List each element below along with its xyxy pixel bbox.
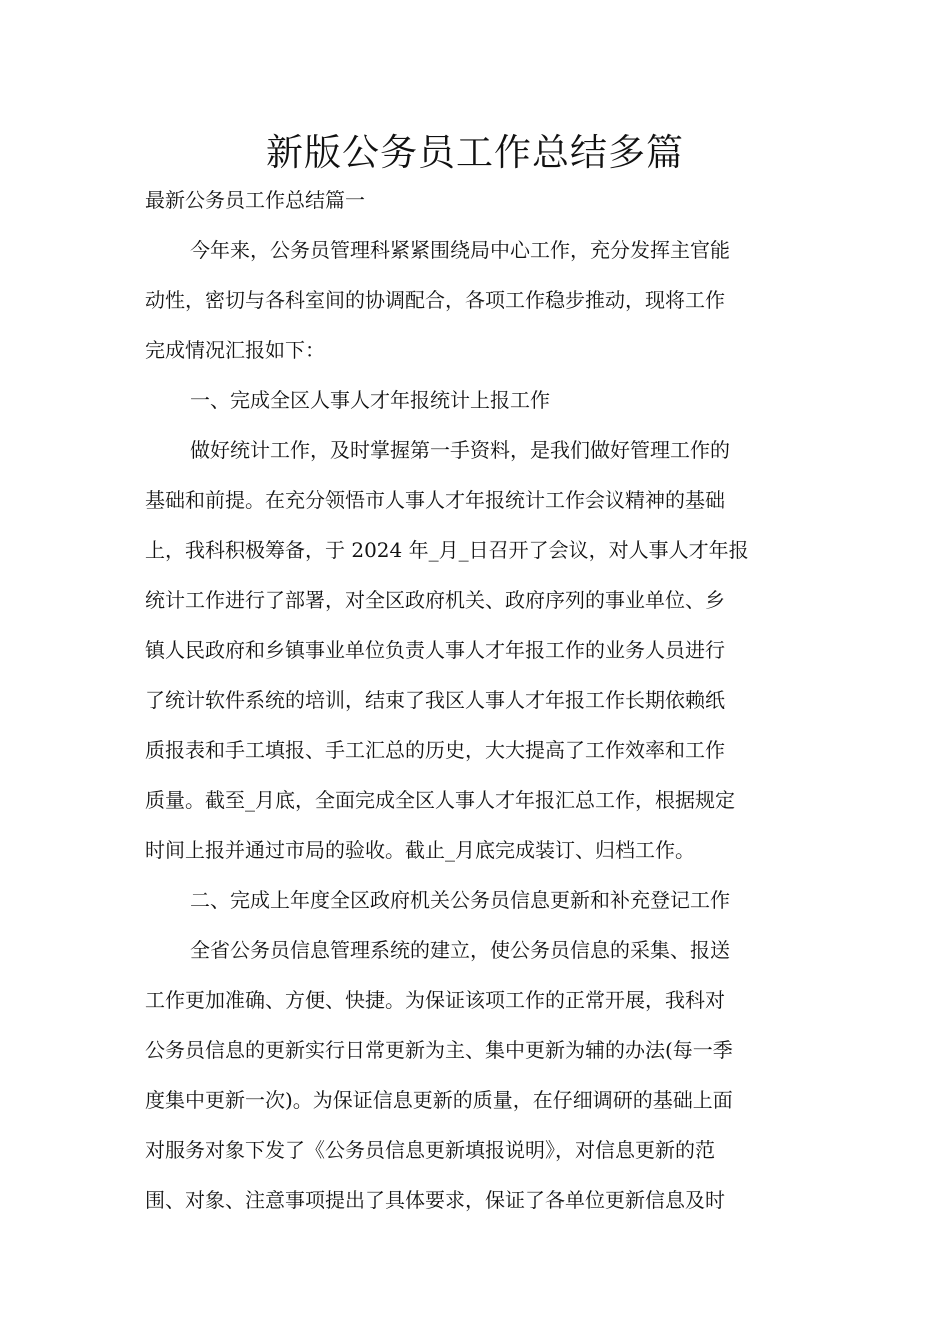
section-heading: 最新公务员工作总结篇一 xyxy=(145,188,365,212)
paragraph-line: 了统计软件系统的培训，结束了我区人事人才年报工作长期依赖纸 xyxy=(145,688,725,712)
paragraph-line: 基础和前提。在充分领悟市人事人才年报统计工作会议精神的基础 xyxy=(145,488,725,512)
section-heading: 一、完成全区人事人才年报统计上报工作 xyxy=(190,388,550,412)
paragraph-line: 工作更加准确、方便、快捷。为保证该项工作的正常开展，我科对 xyxy=(145,988,725,1012)
paragraph-line: 围、对象、注意事项提出了具体要求，保证了各单位更新信息及时 xyxy=(145,1188,725,1212)
paragraph-line: 公务员信息的更新实行日常更新为主、集中更新为辅的办法(每一季 xyxy=(145,1038,733,1062)
paragraph-line: 镇人民政府和乡镇事业单位负责人事人才年报工作的业务人员进行 xyxy=(145,638,725,662)
paragraph-line: 动性，密切与各科室间的协调配合，各项工作稳步推动，现将工作 xyxy=(145,288,725,312)
section-heading: 二、完成上年度全区政府机关公务员信息更新和补充登记工作 xyxy=(190,888,730,912)
document-title: 新版公务员工作总结多篇 xyxy=(266,131,684,174)
paragraph-line: 度集中更新一次)。为保证信息更新的质量，在仔细调研的基础上面 xyxy=(145,1088,733,1112)
paragraph-line: 质量。截至_月底，全面完成全区人事人才年报汇总工作，根据规定 xyxy=(145,788,735,812)
paragraph-line: 今年来，公务员管理科紧紧围绕局中心工作，充分发挥主官能 xyxy=(190,238,730,262)
paragraph-line: 全省公务员信息管理系统的建立，使公务员信息的采集、报送 xyxy=(190,938,730,962)
paragraph-line: 完成情况汇报如下： xyxy=(145,338,325,362)
paragraph-line: 对服务对象下发了《公务员信息更新填报说明》，对信息更新的范 xyxy=(145,1138,715,1162)
paragraph-line: 上，我科积极筹备，于 2024 年_月_日召开了会议，对人事人才年报 xyxy=(145,538,749,562)
paragraph-line: 质报表和手工填报、手工汇总的历史，大大提高了工作效率和工作 xyxy=(145,738,725,762)
paragraph-line: 统计工作进行了部署，对全区政府机关、政府序列的事业单位、乡 xyxy=(145,588,725,612)
paragraph-line: 时间上报并通过市局的验收。截止_月底完成装订、归档工作。 xyxy=(145,838,695,862)
paragraph-line: 做好统计工作，及时掌握第一手资料，是我们做好管理工作的 xyxy=(190,438,730,462)
